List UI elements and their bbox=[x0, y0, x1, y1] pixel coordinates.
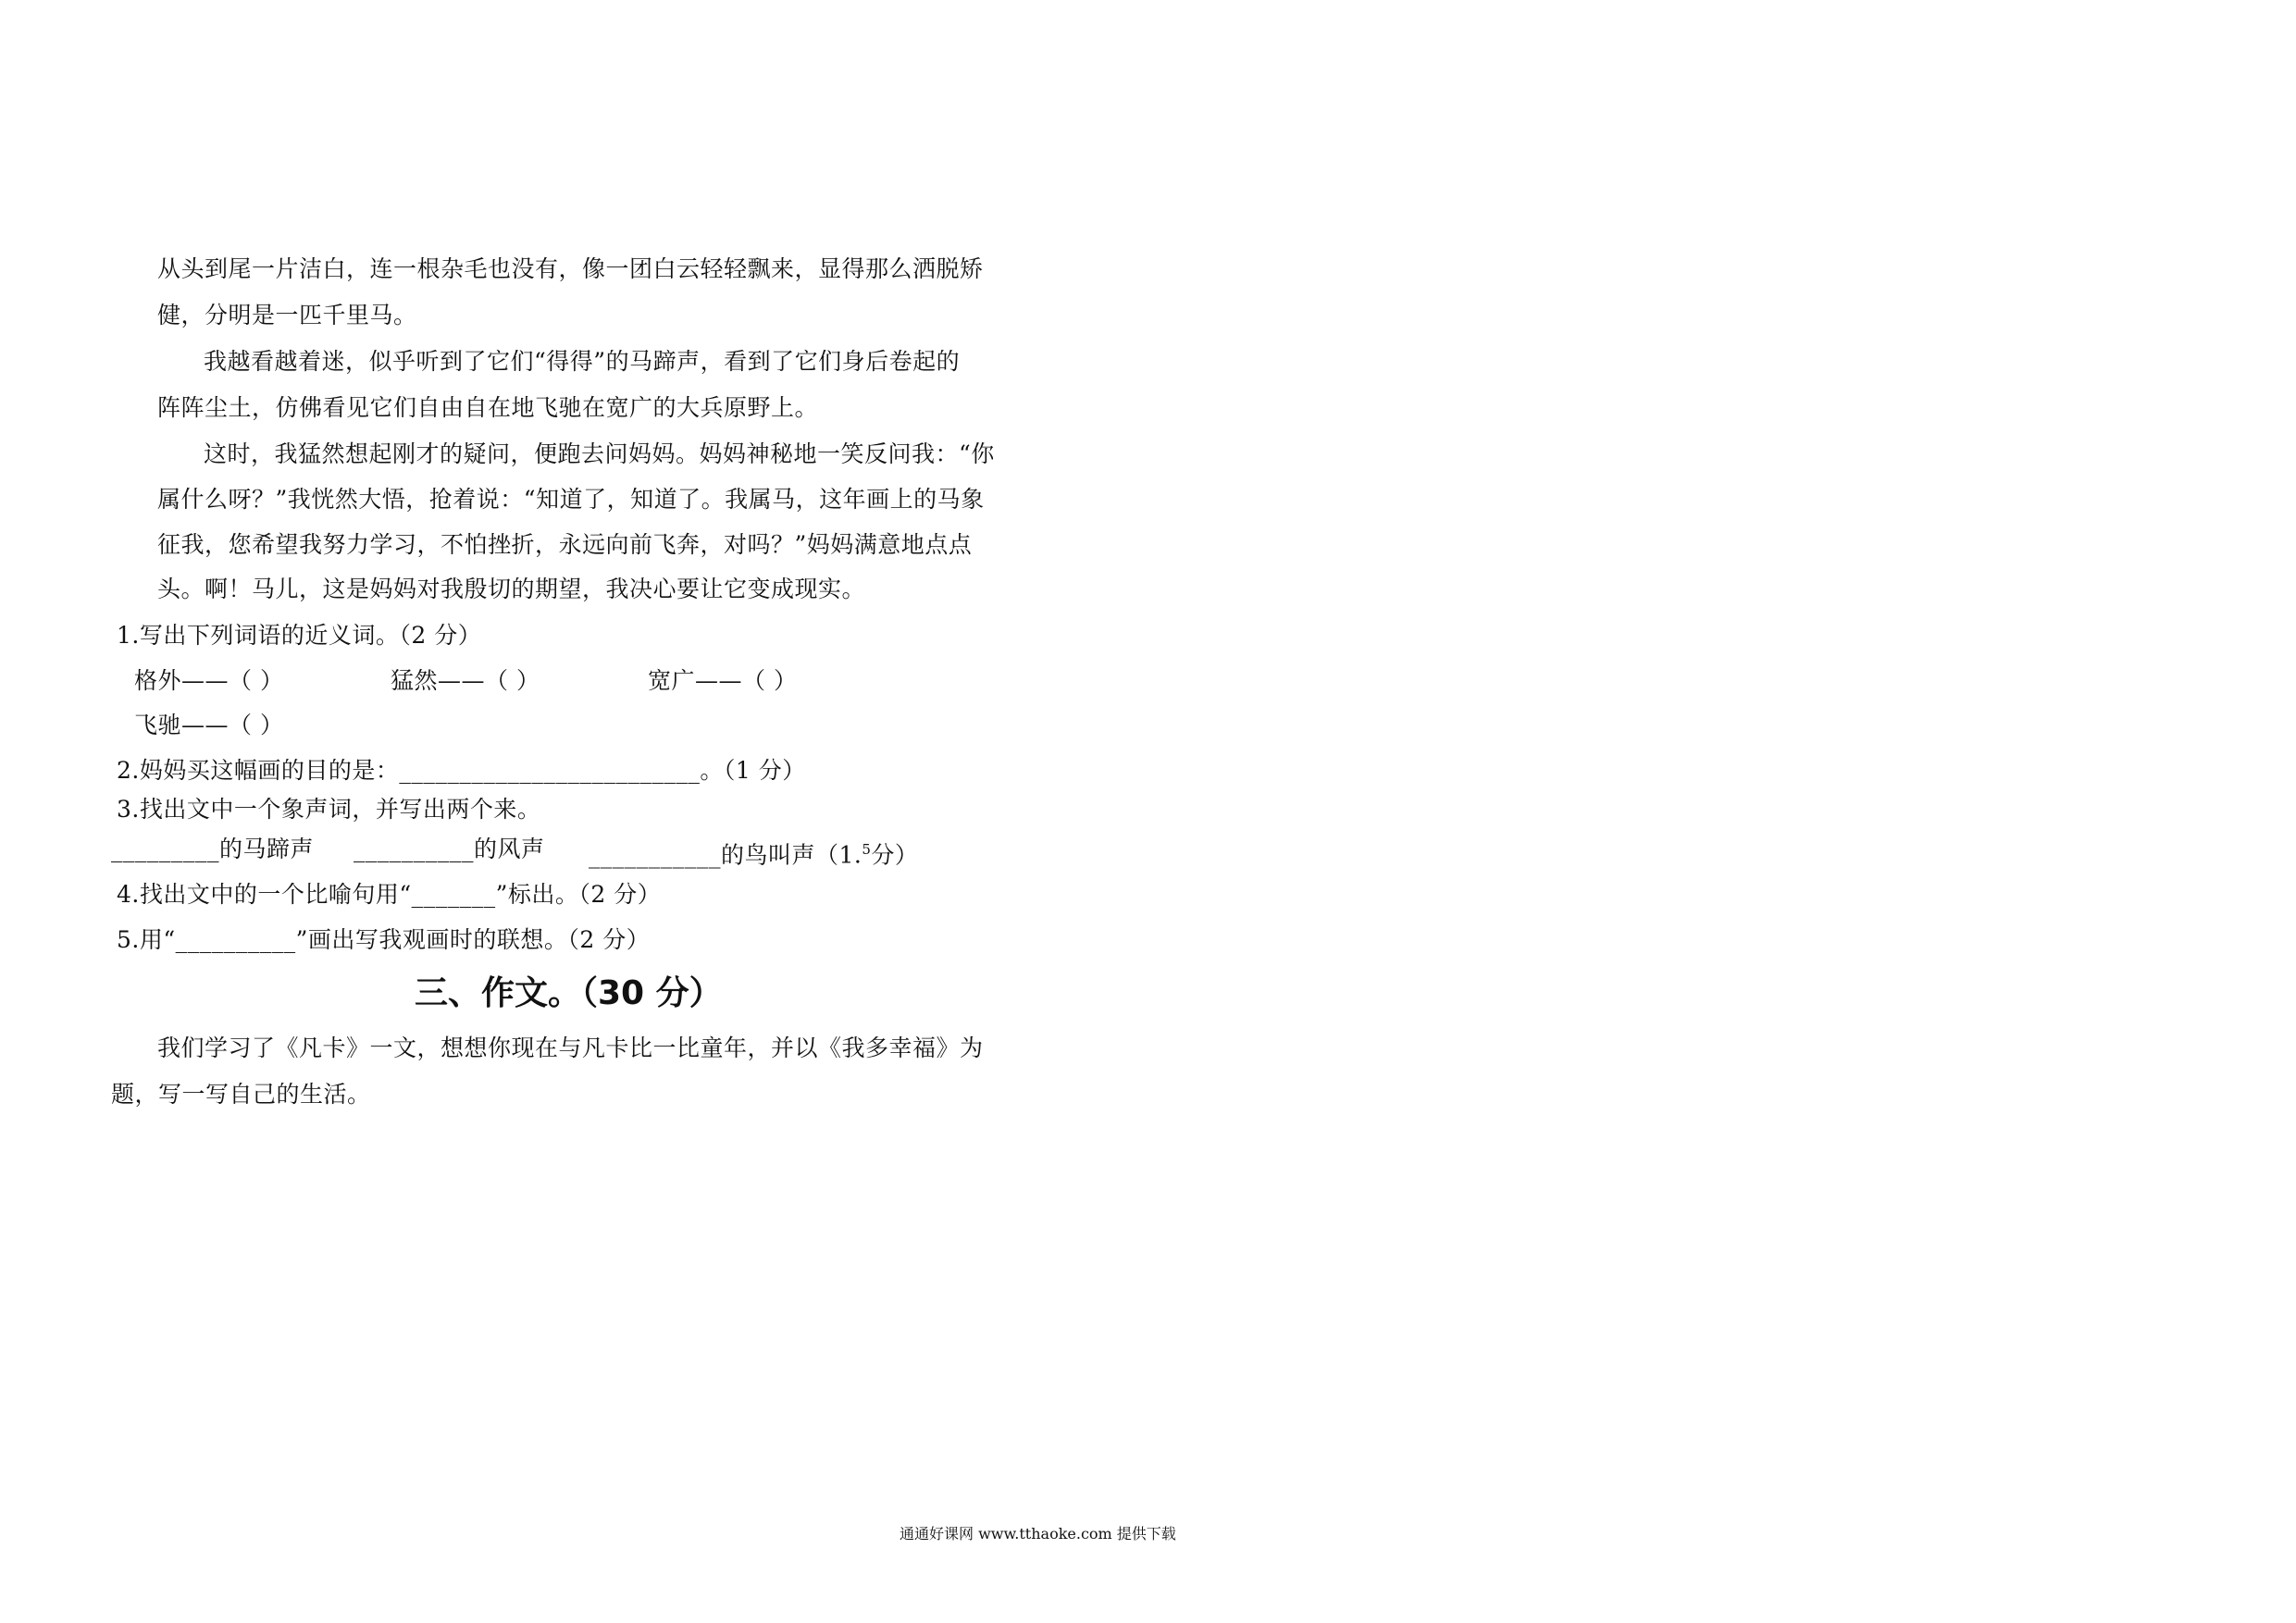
question-3-blank-1: _________的马蹄声 bbox=[111, 836, 315, 862]
question-3-score-superscript: 5 bbox=[862, 841, 872, 858]
passage-line-7: 征我，您希望我努力学习，不怕挫折，永远向前飞奔，对吗？”妈妈满意地点点 bbox=[157, 531, 973, 558]
passage-line-8: 头。啊！马儿，这是妈妈对我殷切的期望，我决心要让它变成现实。 bbox=[157, 576, 866, 602]
question-1-item-3: 宽广——（ ） bbox=[648, 667, 798, 694]
passage-line-4: 阵阵尘土，仿佛看见它们自由自在地飞驰在宽广的大兵原野上。 bbox=[157, 394, 819, 421]
passage-line-5: 这时，我猛然想起刚才的疑问，便跑去问妈妈。妈妈神秘地一笑反问我：“你 bbox=[204, 440, 995, 467]
question-1-prompt: 1.写出下列词语的近义词。（2 分） bbox=[117, 622, 482, 649]
passage-line-1: 从头到尾一片洁白，连一根杂毛也没有，像一团白云轻轻飘来，显得那么洒脱矫 bbox=[157, 255, 984, 282]
passage-line-2: 健，分明是一匹千里马。 bbox=[157, 302, 417, 328]
question-3-prompt: 3.找出文中一个象声词，并写出两个来。 bbox=[117, 796, 541, 823]
question-3-blank-3-group bbox=[589, 834, 918, 871]
question-1-item-4: 飞驰——（ ） bbox=[134, 712, 284, 738]
question-3-blank-2: __________的风声 bbox=[354, 836, 545, 862]
question-4: 4.找出文中的一个比喻句用“_______”标出。（2 分） bbox=[117, 881, 662, 908]
essay-instruction-line-2: 题，写一写自己的生活。 bbox=[111, 1081, 371, 1108]
footer-source: 通通好课网 www.tthaoke.com 提供下载 bbox=[900, 1525, 1176, 1542]
question-3-score-tail: 分） bbox=[871, 841, 919, 869]
essay-instruction-line-1: 我们学习了《凡卡》一文，想想你现在与凡卡比一比童年，并以《我多幸福》为 bbox=[157, 1035, 984, 1061]
section-3-title: 三、作文。（30 分） bbox=[415, 974, 723, 1012]
question-5: 5.用“__________”画出写我观画时的联想。（2 分） bbox=[117, 926, 651, 953]
question-2: 2.妈妈买这幅画的目的是：_________________________。（1 分） bbox=[117, 757, 806, 784]
passage-line-6: 属什么呀？”我恍然大悟，抢着说：“知道了，知道了。我属马，这年画上的马象 bbox=[157, 486, 985, 513]
question-1-item-1: 格外——（ ） bbox=[134, 667, 284, 694]
passage-line-3: 我越看越着迷，似乎听到了它们“得得”的马蹄声，看到了它们身后卷起的 bbox=[204, 348, 961, 375]
question-3-blank-3: ___________的鸟叫声（1. bbox=[589, 841, 863, 869]
question-1-item-2: 猛然——（ ） bbox=[391, 667, 540, 694]
